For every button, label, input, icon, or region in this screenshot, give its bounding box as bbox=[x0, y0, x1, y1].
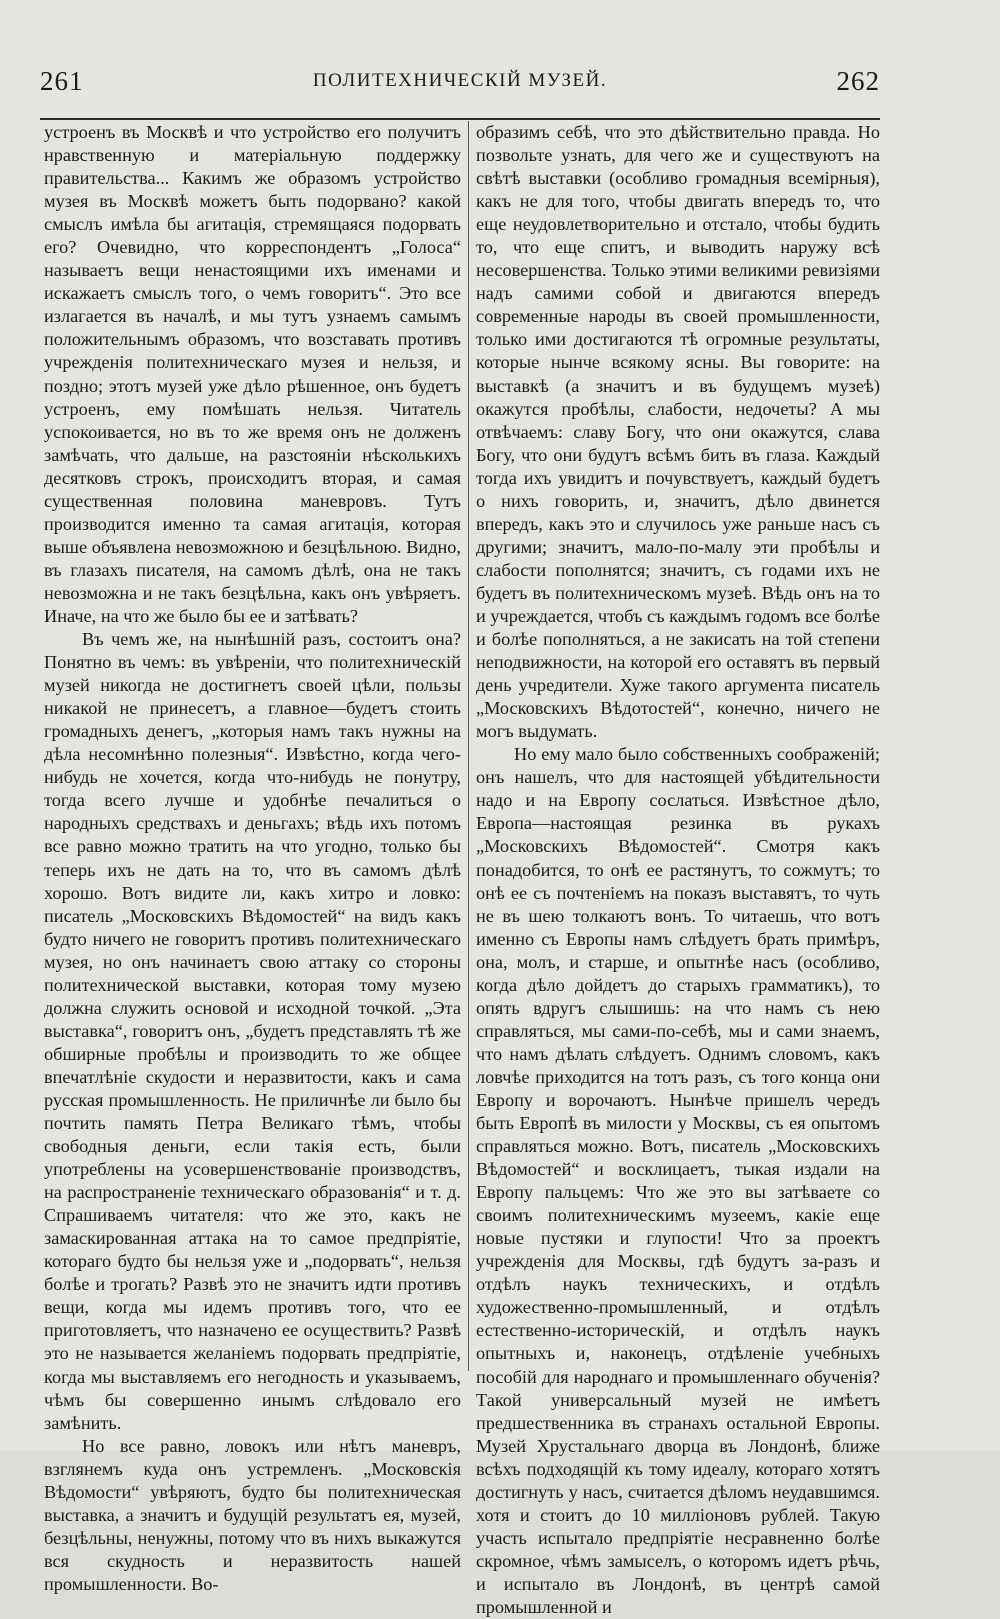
paragraph: Въ чемъ же, на нынѣшній разъ, состоитъ она? Понятно въ чемъ: въ увѣреніи, что политехническій музей никогда не достигнетъ своей цѣли, пользы никакой не принесетъ, а главное—будетъ стоить громадныхъ денегъ, „которыя намъ такъ нужны на дѣла несомнѣнно полезныя“. Извѣстно, когда чего-нибудь не хочется, когда что-нибудь не понутру, тогда всего лучше и удобнѣе печалиться о народныхъ средствахъ и деньгахъ; вѣдь ихъ потомъ все равно можно тратить на что угодно, только бы теперь ихъ не дать на то, что въ самомъ дѣлѣ хорошо. Вотъ видите ли, какъ хитро и ловко: писатель „Московскихъ Вѣдомостей“ на видъ какъ будто ничего не говоритъ противъ политехническаго музея, но онъ начинаетъ свою аттаку со стороны политехнической выставки, которая тому музею должна служить основой и исходной точкой. „Эта выставка“, говоритъ онъ, „будетъ представлять тѣ же обширные пробѣлы и производить то же общее впечатлѣніе скудости и неразвитости, какъ и сама русская промышленность. Не приличнѣе ли было бы почтить память Петра Великаго тѣмъ, чтобы свободныя деньги, если такія есть, были употреблены на усовершенствованіе производствъ, на распространеніе техническаго образованія“ и т. д. Спрашиваемъ читателя: что же это, какъ не замаскированная аттака на то самое предпріятіе, котораго будто бы нельзя уже и „подорвать“, нельзя болѣе и трогать? Развѣ это не значитъ идти противъ вещи, когда мы идемъ противъ того, что ее приготовляетъ, что назначено ее осуществить? Развѣ это не называется желаніемъ подорвать предпріятіе, когда мы выставляемъ его негодность и указываемъ, чѣмъ бы совершенно инымъ слѣдовало его замѣнить. bbox=[44, 629, 461, 1433]
paragraph: устроенъ въ Москвѣ и что устройство его получитъ нравственную и матеріальную поддержку правительства... Какимъ же образомъ устройство музея въ Москвѣ можетъ быть подорвано? какой смыслъ имѣла бы агитація, стремящаяся подорвать его? Очевидно, что корреспондентъ „Голоса“ называетъ вещи ненастоящими ихъ именами и искажаетъ смыслъ того, о чемъ говоритъ“. Это все излагается въ началѣ, и мы тутъ узнаемъ самымъ положительнымъ образомъ, что возставать противъ учрежденія политехническаго музея и нельзя, и поздно; этотъ музей уже дѣло рѣшенное, онъ будетъ устроенъ, ему помѣшать нельзя. Читатель успокоивается, но въ то же время онъ не долженъ замѣчать, что дальше, на разстояніи нѣсколькихъ десятковъ строкъ, происходитъ вторая, и самая существенная половина маневровъ. Тутъ производится именно та самая агитація, которая выше объявлена невозможною и безцѣльною. Видно, въ глазахъ писателя, на самомъ дѣлѣ, она не такъ невозможна и не такъ безцѣльна, какъ онъ увѣряетъ. Иначе, на что же было бы ее и затѣвать? bbox=[44, 122, 461, 626]
paragraph: Но все равно, ловокъ или нѣтъ маневръ, взглянемъ куда онъ устремленъ. „Московскія Вѣдомости“ увѣряютъ, будто бы политехническая выставка, а значитъ и будущій результатъ ея, музей, безцѣльны, ненужны, потому что въ нихъ выкажутся вся скудность и неразвитость нашей промышленности. Во- bbox=[44, 1435, 461, 1594]
paragraph: Но ему мало было собственныхъ соображеній; онъ нашелъ, что для настоящей убѣдительности надо и на Европу сослаться. Извѣстное дѣло, Европа—настоящая резинка въ рукахъ „Московскихъ Вѣдомостей“. Смотря какъ понадобится, то онѣ ее растянутъ, то сожмутъ; то онѣ ее съ почтеніемъ на показъ выставятъ, то чуть не въ шею толкаютъ вонъ. То читаешь, что вотъ именно съ Европы намъ слѣдуетъ брать примѣръ, она, молъ, и старше, и опытнѣе насъ (особливо, когда дѣло дойдетъ до старыхъ грамматикъ), то опять вдругъ слышишь: на что намъ съ нею справляться, мы сами-по-себѣ, мы и сами знаемъ, что намъ дѣлать слѣдуетъ. Однимъ словомъ, какъ ловчѣе приходится на тотъ разъ, съ того конца они Европу и ворочаютъ. Нынѣче пришелъ чередъ быть Европѣ въ милости у Москвы, съ ея опытомъ справляться можно. Вотъ, писатель „Московскихъ Вѣдомостей“ и восклицаетъ, тыкая издали на Европу пальцемъ: Что же это вы затѣваете со своимъ политехническимъ музеемъ, какіе еще новые пустяки и глупости! Что за проектъ учрежденія для Москвы, гдѣ будутъ за-разъ и отдѣлъ наукъ техническихъ, и отдѣлъ художественно-промышленный, и отдѣлъ естественно-историческій, и отдѣлъ наукъ опытныхъ и, наконецъ, отдѣленіе учебныхъ пособій для народнаго и промышленнаго обученія? Такой универсальный музей не имѣетъ предшественника въ странахъ остальной Европы. Музей Хрустальнаго дворца въ Лондонѣ, ближе всѣхъ подходящій къ тому идеалу, котораго хотятъ достигнуть у насъ, считается дѣломъ неудавшимся. хотя и стоитъ до 10 милліоновъ рублей. Такую участь испытало предпріятіе несравненно болѣе скромное, чѣмъ замыселъ, о которомъ идетъ рѣчь, и испытало въ Лондонѣ, въ центрѣ самой промышленной и bbox=[476, 744, 880, 1617]
running-title: ПОЛИТЕХНИЧЕСКІЙ МУЗЕЙ. bbox=[312, 70, 608, 91]
page-number-left: 261 bbox=[40, 66, 84, 96]
column-divider bbox=[468, 121, 469, 1371]
left-column bbox=[44, 121, 461, 1596]
paragraph: образимъ себѣ, что это дѣйствительно правда. Но позвольте узнать, для чего же и существуютъ на свѣтѣ выставки (особливо громадныя всемірныя), какъ не для того, чтобы двигать впередъ то, что еще неудовлетворительно и отстало, чтобы будить то, что еще спитъ, и выводить наружу всѣ несовершенства. Только этими великими ревизіями надъ самими собой и двигаются впередъ современные народы въ своей промышленности, только ими достигаются тѣ огромные результаты, которые нынче всякому ясны. Вы говорите: на выставкѣ (а значитъ и въ будущемъ музеѣ) окажутся пробѣлы, слабости, недочеты? А мы отвѣчаемъ: славу Богу, что они окажутся, слава Богу, что они будутъ всѣмъ бить въ глаза. Каждый тогда ихъ увидитъ и почувствуетъ, каждый будетъ о нихъ говорить, и, значитъ, дѣло двинется впередъ, какъ это и случилось уже раньше насъ съ другими; значитъ, мало-по-малу эти пробѣлы и слабости пополнятся; значитъ, съ годами ихъ не будетъ въ политехническомъ музеѣ. Вѣдь онъ на то и учреждается, чтобъ съ каждымъ годомъ все болѣе и болѣе пополняться, а не закисать на той степени неподвижности, на которой его оставятъ въ первый день учредители. Хуже такого аргумента писатель „Московскихъ Вѣдотостей“, конечно, ничего не могъ выдумать. bbox=[476, 122, 880, 742]
running-header bbox=[40, 66, 880, 102]
page-number-right: 262 bbox=[836, 66, 880, 96]
right-column bbox=[476, 121, 880, 1619]
header-rule bbox=[40, 118, 880, 120]
